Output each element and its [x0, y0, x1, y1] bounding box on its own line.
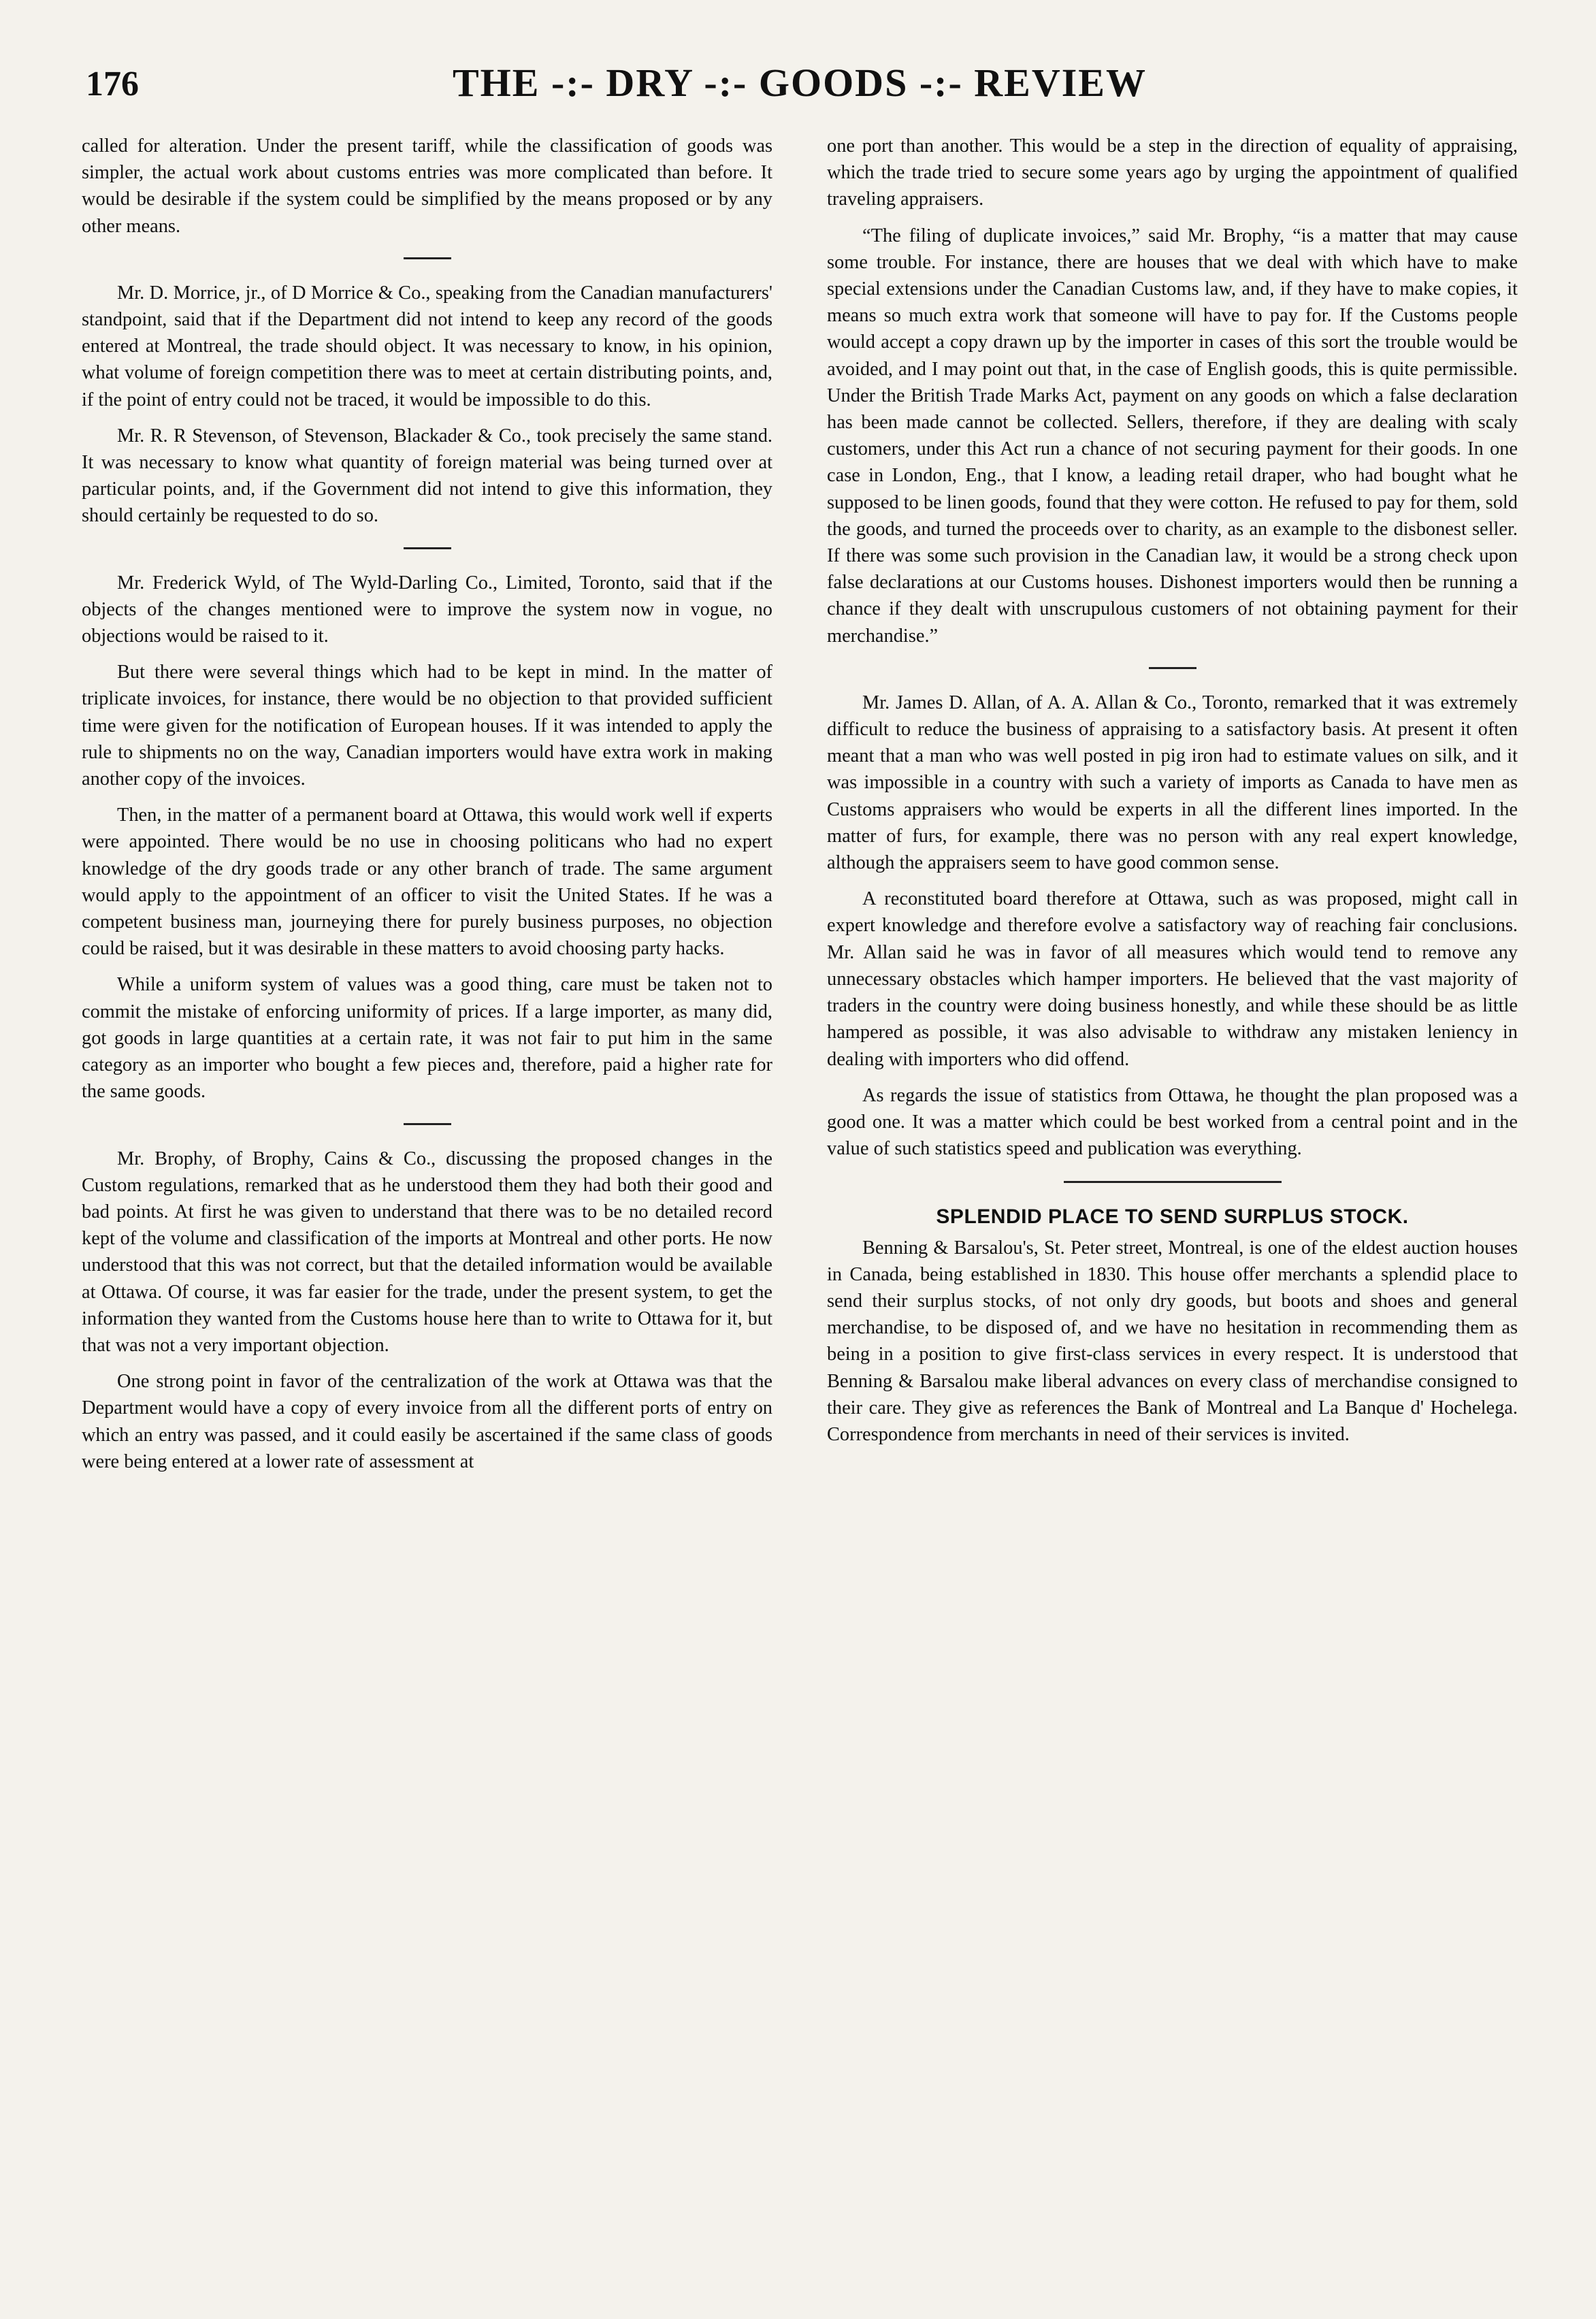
paragraph: one port than another. This would be a step in the direction of equality of appraising, which the trade tried to secure some years ago by urging the appointment of qualified traveling appraisers.: [827, 135, 1518, 210]
paragraph: “The filing of duplicate invoices,” said Mr. Brophy, “is a matter that may cause some trouble. For instance, there are houses that we deal with which have to make special extensions under the Canadian Customs law, and, if they have to make copies, it means so much extra work that someone will have to pay for. If the Customs people would accept a copy drawn up by the importer in cases of this sort the trouble would be avoided, and I may point out that, in the case of English goods, this is quite permissible. Under the British Trade Marks Act, payment on any goods on which a false declaration has been made cannot be collected. Sellers, therefore, if they are dealing with scaly customers, under this Act run a chance of not securing payment for their goods. In one case in London, Eng., that I know, a leading retail draper, who had bought what he supposed to be linen goods, found that they were cotton. He refused to pay for them, sold the goods, and turned the proceeds over to charity, as an example to the disbonest seller. If there was some such provision in the Canadian law, it would be a strong check upon false declarations at our Customs houses. Dishonest importers would then be running a chance if they dealt with unscrupulous customers of not obtaining payment for their merchandise.”: [827, 225, 1518, 647]
right-column: [827, 133, 1518, 1485]
paragraph: Mr. Brophy, of Brophy, Cains & Co., discussing the proposed changes in the Custom regulations, remarked that as he understood them they had both their good and bad points. At first he was given to understand that there was to be no detailed record kept of the volume and classification of the imports at Montreal and other ports. He now understood that this was not correct, but that the detailed information would be available at Ottawa. Of course, it was far easier for the trade, under the present system, to get the information they wanted from the Customs house here than to write to Ottawa for it, but that was not a very important objection.: [82, 1148, 772, 1356]
section-divider: [404, 1123, 451, 1125]
article-headline: SPLENDID PLACE TO SEND SURPLUS STOCK.: [936, 1205, 1409, 1229]
paragraph: As regards the issue of statistics from Ottawa, he thought the plan proposed was a good one. It was a matter which could be best worked from a central point and in the value of such statistics speed and publication was everything.: [827, 1084, 1518, 1160]
left-column: [82, 133, 772, 1485]
paragraph: But there were several things which had to be kept in mind. In the matter of triplicate invoices, for instance, there would be no objection to that provided sufficient time were given for the notification of European houses. If it was intended to apply the rule to shipments no on the way, Canadian importers would have extra work in making another copy of the invoices.: [82, 662, 772, 790]
article-columns: [82, 133, 1518, 1485]
paragraph: One strong point in favor of the centralization of the work at Ottawa was that the Department would have a copy of every invoice from all the different ports of entry on which an entry was passed, and it could easily be ascertained if the same class of goods were being entered at a lower rate of assessment at: [82, 1371, 772, 1472]
paragraph: Mr. D. Morrice, jr., of D Morrice & Co., speaking from the Canadian manufacturers' standpoint, said that if the Department did not intend to keep any record of the goods entered at Montreal, the trade should object. It was necessary to know, in his opinion, what volume of foreign competition there was to meet at certain distributing points, and, if the point of entry could not be traced, it would be impossible to do this.: [82, 282, 772, 410]
paragraph: A reconstituted board therefore at Ottawa, such as was proposed, might call in expert knowledge and therefore evolve a satisfactory way of reaching fair conclusions. Mr. Allan said he was in favor of all measures which would tend to remove any unnecessary obstacles which hamper importers. He believed that the vast majority of traders in the country were doing business honestly, and while these should be as little hampered as possible, it was also advisable to withdraw any mistaken leniency in dealing with importers who did offend.: [827, 888, 1518, 1070]
paragraph: Mr. Frederick Wyld, of The Wyld-Darling Co., Limited, Toronto, said that if the objects of the changes mentioned were to improve the system now in vogue, no objections would be raised to it.: [82, 572, 772, 647]
article-divider: [1064, 1181, 1282, 1183]
magazine-page: [82, 48, 1518, 2273]
section-divider: [1149, 667, 1196, 669]
paragraph: called for alteration. Under the present tariff, while the classification of goods was simpler, the actual work about customs entries was more complicated than before. It would be desirable if the system could be simplified by the means proposed or by any other means.: [82, 135, 772, 237]
paragraph: While a uniform system of values was a good thing, care must be taken not to commit the mistake of enforcing uniformity of prices. If a large importer, as many did, got goods in large quantities at a certain rate, it was not fair to put him in the same category as an importer who bought a few pieces and, therefore, paid a higher rate for the same goods.: [82, 974, 772, 1103]
paragraph: Mr. James D. Allan, of A. A. Allan & Co., Toronto, remarked that it was extremely difficult to reduce the business of appraising to a satisfactory basis. At present it often meant that a man who was well posted in pig iron had to estimate values on silk, and it was impossible in a country with such a variety of imports as Canada to have men as Customs appraisers who would be experts in all the different lines imported. In the matter of furs, for example, there was no person with any real expert knowledge, although the appraisers seem to have good common sense.: [827, 692, 1518, 874]
running-title: THE -:- DRY -:- GOODS -:- REVIEW: [453, 61, 1147, 105]
paragraph: Mr. R. R Stevenson, of Stevenson, Blackader & Co., took precisely the same stand. It was necessary to know what quantity of foreign material was being turned over at particular points, and, if the Government did not intend to give this information, they should certainly be requested to do so.: [82, 425, 772, 527]
paragraph: Then, in the matter of a permanent board at Ottawa, this would work well if experts were appointed. There would be no use in choosing politicans who had no expert knowledge of the dry goods trade or any other branch of trade. The same argument would apply to the appointment of an officer to visit the United States. If he was a competent business man, journeying there for purely business purposes, no objection could be raised, but it was desirable in these matters to avoid choosing party hacks.: [82, 805, 772, 960]
section-divider: [404, 257, 451, 259]
section-divider: [404, 547, 451, 549]
page-header: [82, 48, 1518, 129]
paragraph: Benning & Barsalou's, St. Peter street, Montreal, is one of the eldest auction houses in Canada, being established in 1830. This house offer merchants a splendid place to send their surplus stocks, of not only dry goods, but boots and shoes and general merchandise, to be disposed of, and we have no hesitation in recommending them as being in a position to give first-class services in every respect. It is understood that Benning & Barsalou make liberal advances on every class of merchandise consigned to their care. They give as references the Bank of Montreal and La Banque d' Hochelega. Correspondence from merchants in need of their services is invited.: [827, 1237, 1518, 1445]
page-number: 176: [86, 65, 139, 103]
